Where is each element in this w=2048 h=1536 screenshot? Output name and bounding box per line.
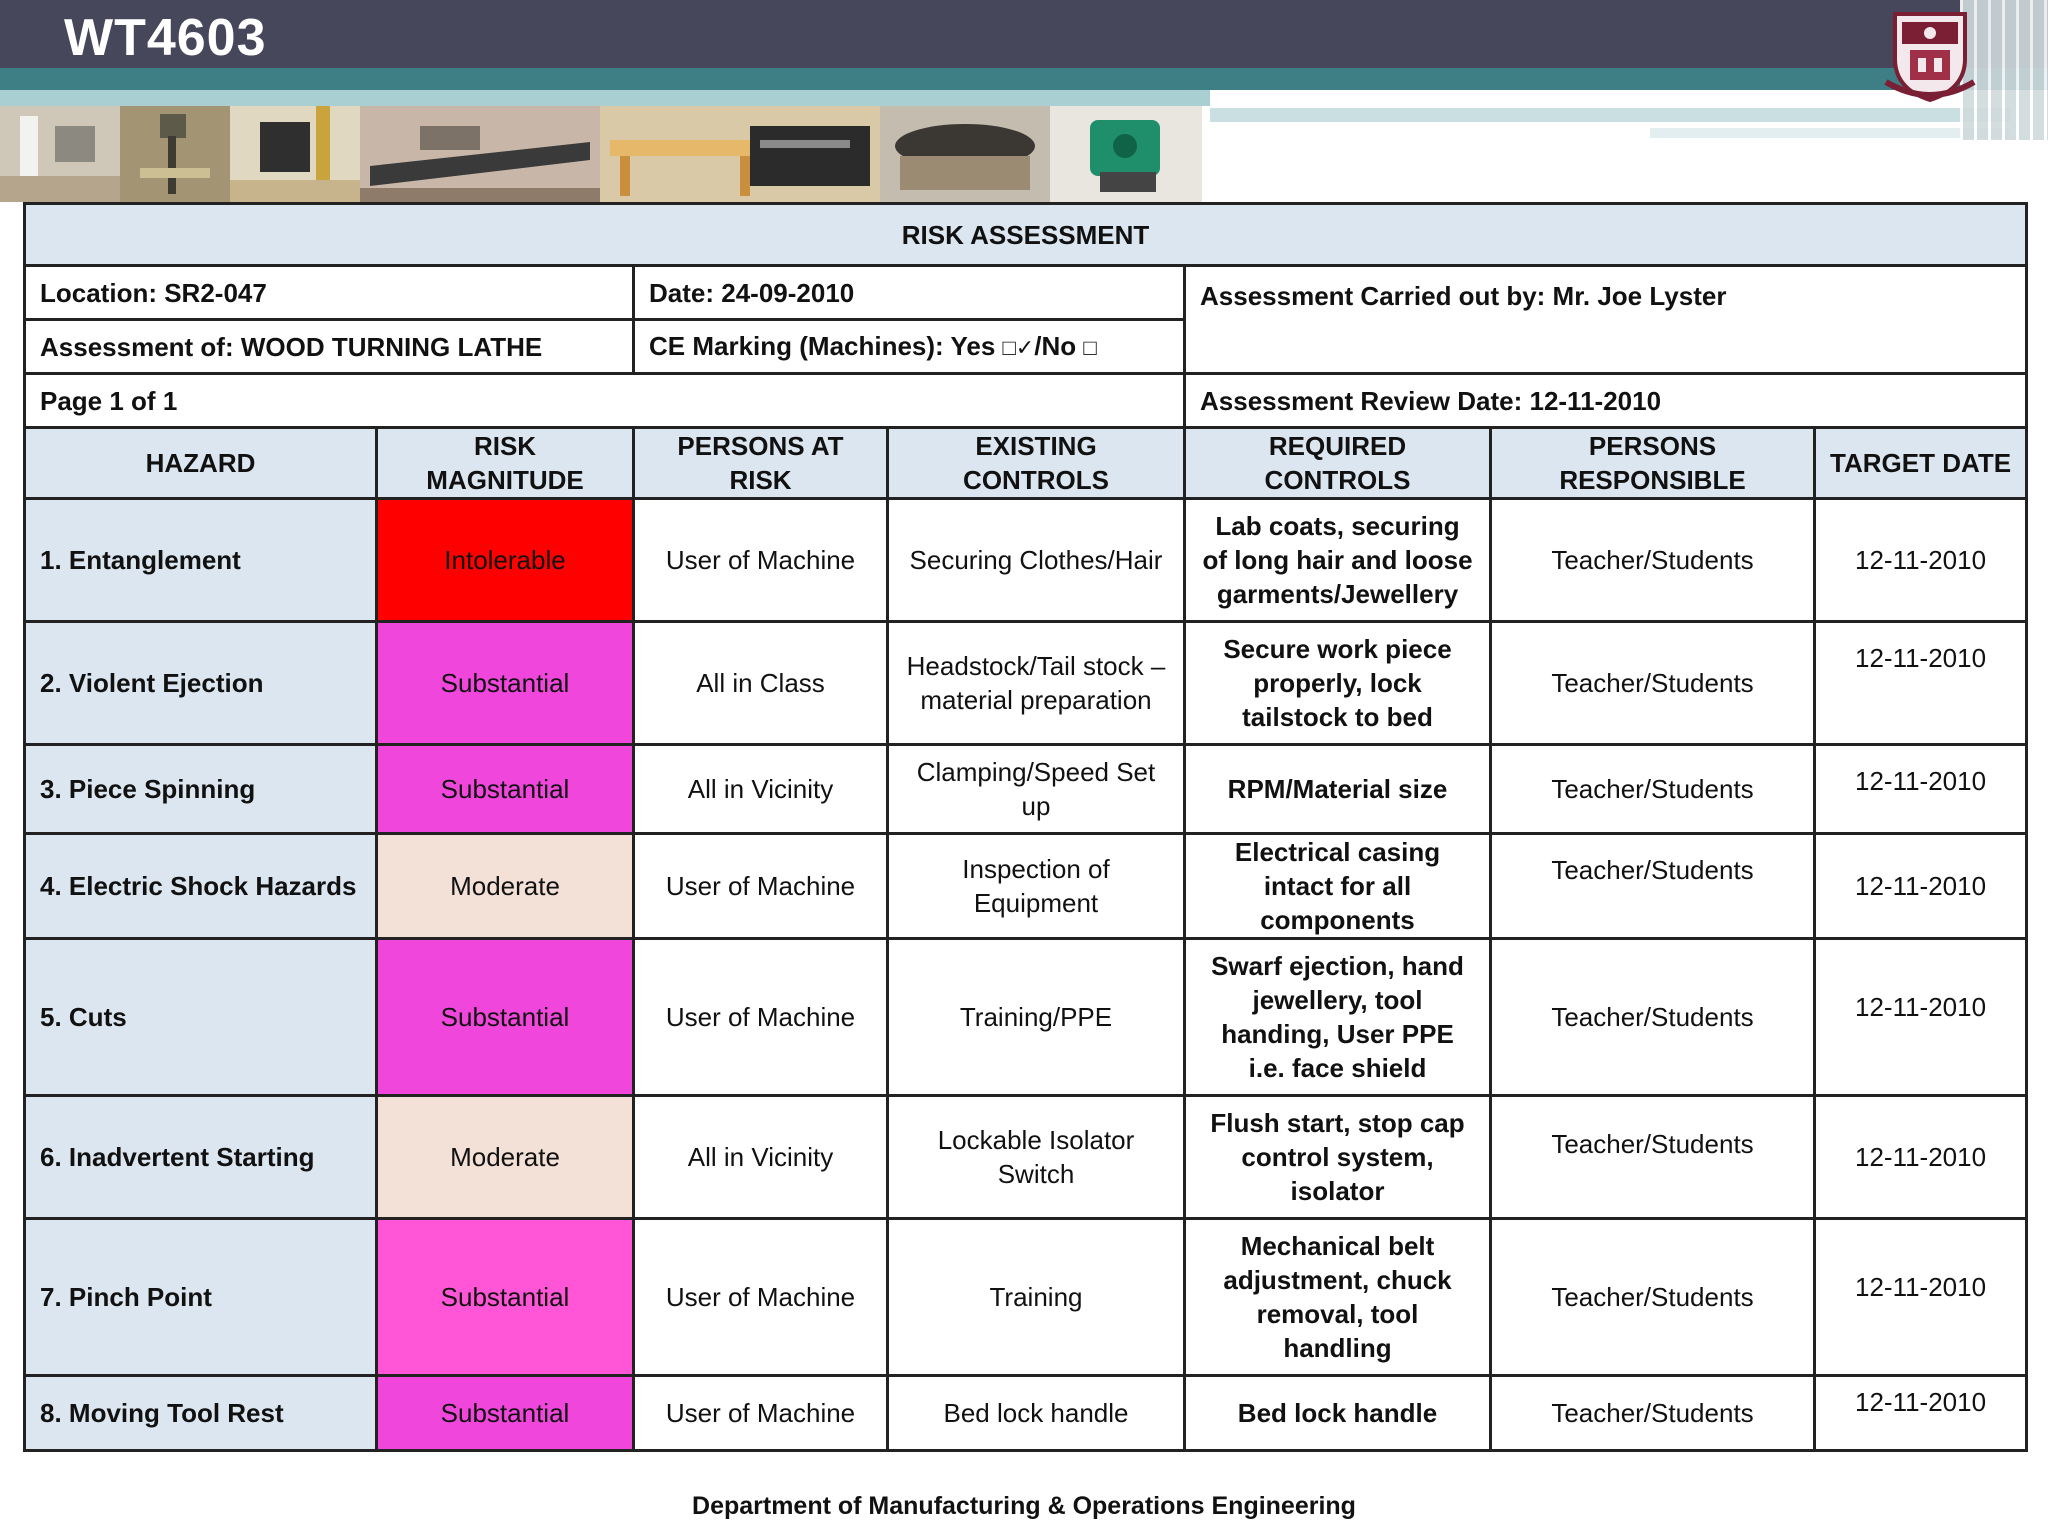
photo-workbench <box>600 106 880 202</box>
existing-controls-cell: Inspection of Equipment <box>888 834 1185 939</box>
target-date-cell: 12-11-2010 <box>1815 622 2027 745</box>
required-controls-cell: Flush start, stop cap control system, isolator <box>1185 1096 1491 1219</box>
existing-controls-cell: Lockable Isolator Switch <box>888 1096 1185 1219</box>
persons-responsible-cell: Teacher/Students <box>1491 622 1815 745</box>
workshop-machines-photos <box>0 106 1202 202</box>
table-row <box>25 1219 2027 1376</box>
persons-at-risk-cell: User of Machine <box>634 834 888 939</box>
existing-controls-cell: Headstock/Tail stock – material preparation <box>888 622 1185 745</box>
persons-responsible-cell: Teacher/Students <box>1491 834 1815 939</box>
assessment-of-field: Assessment of: WOOD TURNING LATHE <box>25 320 634 374</box>
hazard-cell: 7. Pinch Point <box>25 1219 377 1376</box>
column-header-hazard: HAZARD <box>25 428 377 499</box>
hazard-cell: 8. Moving Tool Rest <box>25 1376 377 1451</box>
target-date-cell: 12-11-2010 <box>1815 1096 2027 1219</box>
decor-stripe <box>1650 128 2010 138</box>
table-row <box>25 1376 2027 1451</box>
photo-machine <box>230 106 360 202</box>
risk-magnitude-cell: Substantial <box>377 1219 634 1376</box>
target-date-cell: 12-11-2010 <box>1815 939 2027 1096</box>
risk-magnitude-cell: Substantial <box>377 622 634 745</box>
teal-stripe <box>0 68 2048 90</box>
required-controls-cell: Mechanical belt adjustment, chuck removal, tool handling <box>1185 1219 1491 1376</box>
existing-controls-cell: Clamping/Speed Set up <box>888 745 1185 834</box>
photo-planer <box>360 106 600 202</box>
persons-at-risk-cell: User of Machine <box>634 1219 888 1376</box>
date-field: Date: 24-09-2010 <box>634 266 1185 320</box>
existing-controls-cell: Training <box>888 1219 1185 1376</box>
risk-assessment-table <box>23 202 2028 1452</box>
decor-stripe <box>1210 108 2010 122</box>
ce-no-label: /No <box>1034 330 1084 361</box>
review-date-field: Assessment Review Date: 12-11-2010 <box>1185 374 2027 428</box>
footer-department: Department of Manufacturing & Operations Engineering <box>692 1492 1356 1520</box>
persons-responsible-cell: Teacher/Students <box>1491 939 1815 1096</box>
hazard-cell: 4. Electric Shock Hazards <box>25 834 377 939</box>
persons-responsible-cell: Teacher/Students <box>1491 499 1815 622</box>
table-row <box>25 622 2027 745</box>
persons-responsible-cell: Teacher/Students <box>1491 1376 1815 1451</box>
required-controls-cell: Bed lock handle <box>1185 1376 1491 1451</box>
ce-marking-label: CE Marking (Machines): Yes <box>649 330 1003 361</box>
table-row <box>25 1096 2027 1219</box>
persons-responsible-cell: Teacher/Students <box>1491 1219 1815 1376</box>
hazard-cell: 2. Violent Ejection <box>25 622 377 745</box>
table-row <box>25 745 2027 834</box>
hazard-cell: 5. Cuts <box>25 939 377 1096</box>
target-date-cell: 12-11-2010 <box>1815 834 2027 939</box>
required-controls-cell: Secure work piece properly, lock tailstock to bed <box>1185 622 1491 745</box>
persons-responsible-cell: Teacher/Students <box>1491 1096 1815 1219</box>
risk-magnitude-cell: Substantial <box>377 745 634 834</box>
risk-magnitude-cell: Moderate <box>377 834 634 939</box>
persons-at-risk-cell: User of Machine <box>634 939 888 1096</box>
required-controls-cell: Lab coats, securing of long hair and loose garments/Jewellery <box>1185 499 1491 622</box>
photo-router-table <box>880 106 1050 202</box>
column-header-target-date: TARGET DATE <box>1815 428 2027 499</box>
persons-at-risk-cell: All in Vicinity <box>634 1096 888 1219</box>
column-header-persons-responsible: PERSONS RESPONSIBLE <box>1491 428 1815 499</box>
risk-magnitude-cell: Substantial <box>377 939 634 1096</box>
table-row <box>25 834 2027 939</box>
photo-router <box>1050 106 1202 202</box>
ce-yes-checkbox[interactable]: □✓ <box>1002 334 1035 360</box>
target-date-cell: 12-11-2010 <box>1815 1376 2027 1451</box>
required-controls-cell: RPM/Material size <box>1185 745 1491 834</box>
hazard-cell: 1. Entanglement <box>25 499 377 622</box>
persons-at-risk-cell: User of Machine <box>634 1376 888 1451</box>
photo-bandsaw <box>0 106 120 202</box>
existing-controls-cell: Securing Clothes/Hair <box>888 499 1185 622</box>
persons-at-risk-cell: All in Class <box>634 622 888 745</box>
location-field: Location: SR2-047 <box>25 266 634 320</box>
photo-drill-press <box>120 106 230 202</box>
required-controls-cell: Swarf ejection, hand jewellery, tool handing, User PPE i.e. face shield <box>1185 939 1491 1096</box>
target-date-cell: 12-11-2010 <box>1815 745 2027 834</box>
persons-responsible-cell: Teacher/Students <box>1491 745 1815 834</box>
target-date-cell: 12-11-2010 <box>1815 1219 2027 1376</box>
table-row <box>25 499 2027 622</box>
form-title: RISK ASSESSMENT <box>25 204 2027 266</box>
university-crest-icon <box>1880 4 1980 104</box>
existing-controls-cell: Bed lock handle <box>888 1376 1185 1451</box>
assessor-field: Assessment Carried out by: Mr. Joe Lyster <box>1185 266 2027 374</box>
target-date-cell: 12-11-2010 <box>1815 499 2027 622</box>
ce-no-checkbox[interactable]: □ <box>1083 334 1097 360</box>
persons-at-risk-cell: All in Vicinity <box>634 745 888 834</box>
required-controls-cell: Electrical casing intact for all components <box>1185 834 1491 939</box>
header-bar <box>0 0 2048 68</box>
persons-at-risk-cell: User of Machine <box>634 499 888 622</box>
risk-magnitude-cell: Substantial <box>377 1376 634 1451</box>
hazard-cell: 3. Piece Spinning <box>25 745 377 834</box>
risk-magnitude-cell: Moderate <box>377 1096 634 1219</box>
column-header-required-controls: REQUIRED CONTROLS <box>1185 428 1491 499</box>
risk-magnitude-cell: Intolerable <box>377 499 634 622</box>
column-header-existing-controls: EXISTING CONTROLS <box>888 428 1185 499</box>
column-header-persons-at-risk: PERSONS AT RISK <box>634 428 888 499</box>
hazard-cell: 6. Inadvertent Starting <box>25 1096 377 1219</box>
course-code: WT4603 <box>64 9 267 67</box>
decor-stripe <box>0 90 1210 106</box>
page-number: Page 1 of 1 <box>25 374 1185 428</box>
ce-marking-field <box>634 320 1185 374</box>
existing-controls-cell: Training/PPE <box>888 939 1185 1096</box>
column-header-risk-magnitude: RISK MAGNITUDE <box>377 428 634 499</box>
table-row <box>25 939 2027 1096</box>
